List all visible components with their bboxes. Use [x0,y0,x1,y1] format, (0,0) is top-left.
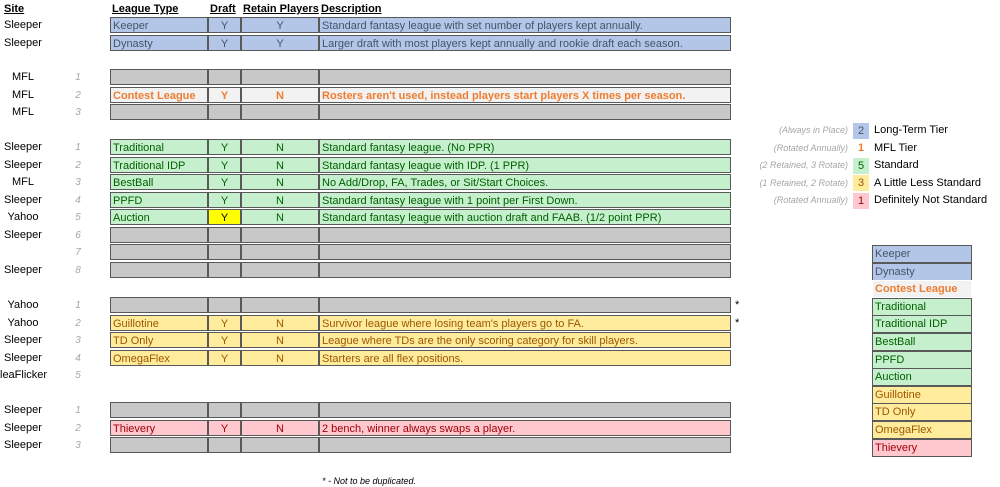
league-list-item[interactable]: Auction [872,368,972,386]
row-site: Sleeper [4,439,42,452]
draft-cell[interactable] [208,104,241,120]
description-cell[interactable]: No Add/Drop, FA, Trades, or Sit/Start Choices. [319,174,731,190]
retain-cell[interactable]: N [241,192,319,208]
header-league-type: League Type [112,3,179,15]
retain-cell[interactable]: N [241,87,319,103]
draft-cell[interactable] [208,244,241,260]
legend-label: Long-Term Tier [874,124,948,136]
description-cell[interactable]: Rosters aren't used, instead players start players X times per season. [319,87,731,103]
row-site: MFL [12,106,34,119]
draft-cell[interactable] [208,69,241,85]
draft-cell[interactable]: Y [208,332,241,348]
legend-note: (Rotated Annually) [773,195,848,206]
legend-note: (1 Retained, 2 Rotate) [759,177,848,188]
retain-cell[interactable] [241,227,319,243]
retain-cell[interactable]: N [241,174,319,190]
retain-cell[interactable]: N [241,315,319,331]
row-site: Sleeper [4,141,42,153]
description-cell[interactable] [319,227,731,243]
legend-note: (Rotated Annually) [773,142,848,153]
description-cell[interactable]: Standard fantasy league. (No PPR) [319,139,731,155]
legend-note: (Always in Place) [778,125,848,135]
league-list-item[interactable]: Dynasty [872,263,972,281]
row-number: 4 [75,352,81,364]
row-number: 3 [75,335,81,347]
league-type-cell[interactable]: OmegaFlex [110,350,208,366]
league-type-cell[interactable] [110,104,208,120]
row-site: Yahoo [7,316,39,329]
row-number: 5 [75,212,81,224]
league-type-cell[interactable]: Thievery [110,420,208,436]
league-type-cell[interactable] [110,402,208,418]
retain-cell[interactable] [241,69,319,85]
draft-cell[interactable]: Y [208,174,241,190]
row-number: 2 [75,422,81,434]
description-cell[interactable]: Standard fantasy league with set number of players kept annually. [319,17,731,33]
row-number: 5 [75,370,81,382]
description-cell[interactable]: Standard fantasy league with auction draft and FAAB. (1/2 point PPR) [319,209,731,225]
row-number: 7 [75,247,81,259]
description-cell[interactable]: Starters are all flex positions. [319,350,731,366]
league-type-cell[interactable]: Traditional [110,139,208,155]
row-site: Yahoo [7,211,39,224]
draft-cell[interactable]: Y [208,350,241,366]
legend-tier-count: 5 [853,158,869,174]
asterisk-note: * [735,299,740,311]
header-retain-players: Retain Players [243,3,319,15]
legend-tier-count: 2 [853,123,869,139]
league-list-item[interactable]: PPFD [872,351,972,369]
row-number: 1 [75,72,81,83]
footnote: * - Not to be duplicated. [322,476,417,486]
row-site: Sleeper [4,263,42,276]
league-type-cell[interactable]: Auction [110,209,208,225]
row-site: Sleeper [4,36,42,49]
row-number: 4 [75,194,81,206]
league-list-item[interactable]: Thievery [872,439,972,457]
draft-cell[interactable] [208,402,241,418]
row-site: Yahoo [7,299,39,311]
draft-cell[interactable]: Y [208,315,241,331]
league-type-cell[interactable] [110,437,208,453]
description-cell[interactable]: League where TDs are the only scoring category for skill players. [319,332,731,348]
legend-note: (2 Retained, 3 Rotate) [759,160,848,171]
row-number: 3 [75,177,81,189]
row-site: Sleeper [4,19,42,31]
retain-cell[interactable]: Y [241,35,319,51]
retain-cell[interactable]: N [241,209,319,225]
league-list-item[interactable]: TD Only [872,403,972,421]
row-site: Sleeper [4,334,42,347]
row-site: Sleeper [4,351,42,364]
row-site: leaFlicker [0,369,48,382]
description-cell[interactable] [319,402,731,418]
description-cell[interactable] [319,69,731,85]
row-site: MFL [12,88,34,101]
row-number [70,35,86,52]
retain-cell[interactable] [241,262,319,278]
legend-tier-count: 1 [853,140,869,156]
retain-cell[interactable]: N [241,350,319,366]
legend-label: A Little Less Standard [874,176,982,189]
legend-label: Standard [874,159,919,172]
league-type-cell[interactable] [110,262,208,278]
league-type-cell[interactable]: BestBall [110,174,208,190]
description-cell[interactable]: Standard fantasy league with 1 point per First Down. [319,192,731,208]
description-cell[interactable]: Standard fantasy league with IDP. (1 PPR) [319,157,731,173]
row-number: 3 [75,440,81,452]
retain-cell[interactable]: N [241,139,319,155]
draft-cell[interactable] [208,227,241,243]
draft-cell[interactable] [208,262,241,278]
row-site: Sleeper [4,158,42,171]
league-list-item[interactable]: Guillotine [872,386,972,404]
description-cell[interactable] [319,297,731,313]
row-site: Sleeper [4,404,42,416]
league-type-cell[interactable]: PPFD [110,192,208,208]
description-cell[interactable] [319,104,731,120]
league-type-cell[interactable]: Traditional IDP [110,157,208,173]
row-site: Sleeper [4,421,42,434]
row-number: 2 [75,159,81,171]
retain-cell[interactable] [241,437,319,453]
league-list-item[interactable]: BestBall [872,333,972,351]
row-site: Sleeper [4,193,42,206]
draft-cell[interactable]: Y [208,87,241,103]
description-cell[interactable] [319,244,731,260]
description-cell[interactable]: Survivor league where losing team's players go to FA. [319,315,731,331]
description-cell[interactable] [319,262,731,278]
league-list-item[interactable]: OmegaFlex [872,421,972,439]
row-number: 3 [75,107,81,119]
draft-cell[interactable]: Y [208,209,241,225]
league-type-cell[interactable] [110,69,208,85]
league-list-item[interactable]: Keeper [872,245,972,263]
description-cell[interactable] [319,437,731,453]
legend-tier-count: 3 [853,175,869,191]
row-number: 2 [75,317,81,329]
description-cell[interactable]: 2 bench, winner always swaps a player. [319,420,731,436]
league-type-cell[interactable]: Dynasty [110,35,208,51]
row-number: 2 [75,89,81,101]
league-type-cell[interactable] [110,227,208,243]
retain-cell[interactable] [241,244,319,260]
league-type-cell[interactable] [110,244,208,260]
row-number: 1 [75,300,81,311]
draft-cell[interactable] [208,297,241,313]
draft-cell[interactable]: Y [208,139,241,155]
asterisk-note: * [735,316,740,329]
row-number: 1 [75,405,81,416]
header-draft: Draft [210,3,236,15]
header-description: Description [321,3,382,15]
league-list-item[interactable]: Traditional IDP [872,315,972,333]
league-list-item[interactable]: Traditional [872,298,972,316]
league-type-cell[interactable]: Contest League [110,87,208,103]
row-site [0,244,46,261]
draft-cell[interactable]: Y [208,17,241,33]
draft-cell[interactable] [208,437,241,453]
retain-cell[interactable] [241,297,319,313]
league-type-cell[interactable]: Keeper [110,17,208,33]
row-site: MFL [12,71,34,83]
row-number: 6 [75,229,81,241]
retain-cell[interactable]: N [241,420,319,436]
description-cell[interactable]: Larger draft with most players kept annually and rookie draft each season. [319,35,731,51]
row-number: 8 [75,264,81,276]
retain-cell[interactable] [241,104,319,120]
legend-tier-count: 1 [853,193,869,209]
draft-cell[interactable]: Y [208,157,241,173]
league-list-item[interactable]: Contest League [872,280,972,298]
row-site: MFL [12,176,34,189]
league-type-cell[interactable] [110,297,208,313]
row-number [70,17,86,34]
retain-cell[interactable]: Y [241,17,319,33]
draft-cell[interactable]: Y [208,420,241,436]
retain-cell[interactable]: N [241,332,319,348]
draft-cell[interactable]: Y [208,35,241,51]
retain-cell[interactable] [241,402,319,418]
legend-label: Definitely Not Standard [874,194,988,207]
row-number: 1 [75,142,81,153]
league-type-cell[interactable]: Guillotine [110,315,208,331]
league-type-cell[interactable]: TD Only [110,332,208,348]
header-site: Site [4,3,25,15]
row-site: Sleeper [4,228,42,241]
draft-cell[interactable]: Y [208,192,241,208]
legend-label: MFL Tier [874,141,917,154]
retain-cell[interactable]: N [241,157,319,173]
